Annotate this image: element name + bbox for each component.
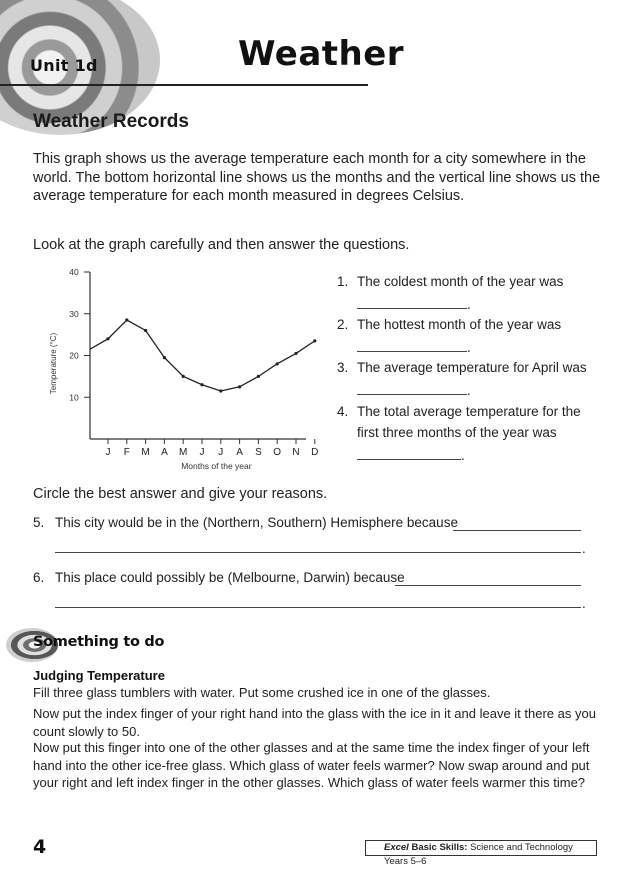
data-point <box>182 375 185 378</box>
x-tick-label: M <box>179 447 188 458</box>
activity-paragraph: Fill three glass tumblers with water. Put some crushed ice in one of the glasses. <box>33 685 491 700</box>
activity-paragraph: Now put this finger into one of the other glasses and at the same time the index finger of your left hand into the other ice-free glass. Which glass of water feels warmer? Now swap around and put your right and left index finger in the other glasses. Which glass of water feels warmer this time? <box>33 740 590 790</box>
question-number: 6. <box>33 570 45 585</box>
question-1 <box>337 272 607 312</box>
data-point <box>257 375 260 378</box>
data-point <box>313 339 316 342</box>
series-line <box>90 320 315 391</box>
data-point <box>144 329 147 332</box>
unit-label: Unit 1d <box>30 56 98 75</box>
answer-blank[interactable] <box>357 380 467 395</box>
answer-blank[interactable] <box>453 530 581 531</box>
activity-heading: Something to do <box>33 634 165 650</box>
question-number: 5. <box>33 515 45 530</box>
x-tick-label: F <box>123 447 130 458</box>
period: . <box>467 383 471 398</box>
answer-blank[interactable] <box>357 337 467 352</box>
x-tick-label: O <box>273 447 282 458</box>
temperature-chart <box>44 262 319 482</box>
activity-title: Judging Temperature <box>33 668 165 683</box>
chart-svg <box>44 262 319 477</box>
footer-brand: Excel <box>384 842 409 853</box>
question-text: The average temperature for April was <box>357 360 587 375</box>
data-point <box>106 337 109 340</box>
footer-credit <box>365 840 597 867</box>
instruction-text: Look at the graph carefully and then answer the questions. <box>33 237 410 253</box>
answer-blank[interactable] <box>395 585 581 586</box>
answer-line[interactable] <box>55 607 581 608</box>
x-tick-label: N <box>292 447 300 458</box>
answer-blank[interactable] <box>357 294 467 309</box>
data-point <box>219 389 222 392</box>
question-4 <box>337 402 617 464</box>
x-tick-label: J <box>199 447 205 458</box>
y-tick-label: 10 <box>69 392 79 403</box>
data-point <box>276 362 279 365</box>
question-text: This city would be in the (Northern, Southern) Hemisphere because <box>55 515 458 530</box>
x-tick-label: M <box>141 447 150 458</box>
period: . <box>467 340 471 355</box>
question-number: 2. <box>337 317 349 332</box>
page-title: Weather <box>238 34 405 74</box>
question-2 <box>337 315 607 355</box>
period: . <box>461 448 465 463</box>
x-tick-label: J <box>105 447 111 458</box>
question-text: The total average temperature for the <box>357 404 581 419</box>
page-number: 4 <box>33 836 47 858</box>
answer-line[interactable] <box>55 552 581 553</box>
data-point <box>238 385 241 388</box>
x-tick-label: A <box>161 447 168 458</box>
question-text: The coldest month of the year was <box>357 274 564 289</box>
question-3 <box>337 358 617 398</box>
x-tick-label: D <box>311 447 319 458</box>
data-point <box>125 318 128 321</box>
x-tick-label: S <box>255 447 262 458</box>
y-axis-label: Temperature (°C) <box>49 332 58 395</box>
answer-blank[interactable] <box>357 445 461 460</box>
question-5 <box>33 515 593 559</box>
question-text: This place could possibly be (Melbourne, Darwin) because <box>55 570 405 585</box>
circle-instruction: Circle the best answer and give your reasons. <box>33 486 328 502</box>
data-point <box>294 352 297 355</box>
question-6 <box>33 570 593 614</box>
y-tick-label: 30 <box>69 308 79 319</box>
footer-series: Basic Skills: <box>411 842 468 853</box>
header-rule <box>0 84 368 86</box>
question-number: 1. <box>337 274 349 289</box>
question-text: The hottest month of the year was <box>357 317 562 332</box>
question-number: 3. <box>337 360 349 375</box>
x-axis-label: Months of the year <box>181 461 252 471</box>
footer-subject: Science and Technology Years 5–6 <box>384 842 573 867</box>
period: . <box>582 541 586 556</box>
y-tick-label: 20 <box>69 350 79 361</box>
question-number: 4. <box>337 404 349 419</box>
x-tick-label: A <box>236 447 243 458</box>
x-tick-label: J <box>218 447 224 458</box>
y-tick-label: 40 <box>69 267 79 277</box>
section-title: Weather Records <box>33 111 189 132</box>
period: . <box>467 297 471 312</box>
data-point <box>163 356 166 359</box>
question-text-line2: first three months of the year was <box>357 425 557 440</box>
data-point <box>200 383 203 386</box>
intro-paragraph: This graph shows us the average temperature each month for a city somewhere in the world. The bottom horizontal line shows us the months and the vertical line shows us the average temperature for each month measured in degrees Celsius. <box>33 151 601 204</box>
period: . <box>582 596 586 611</box>
activity-paragraph: Now put the index finger of your right hand into the glass with the ice in it and leave it there as you count slowly to 50. <box>33 706 596 739</box>
